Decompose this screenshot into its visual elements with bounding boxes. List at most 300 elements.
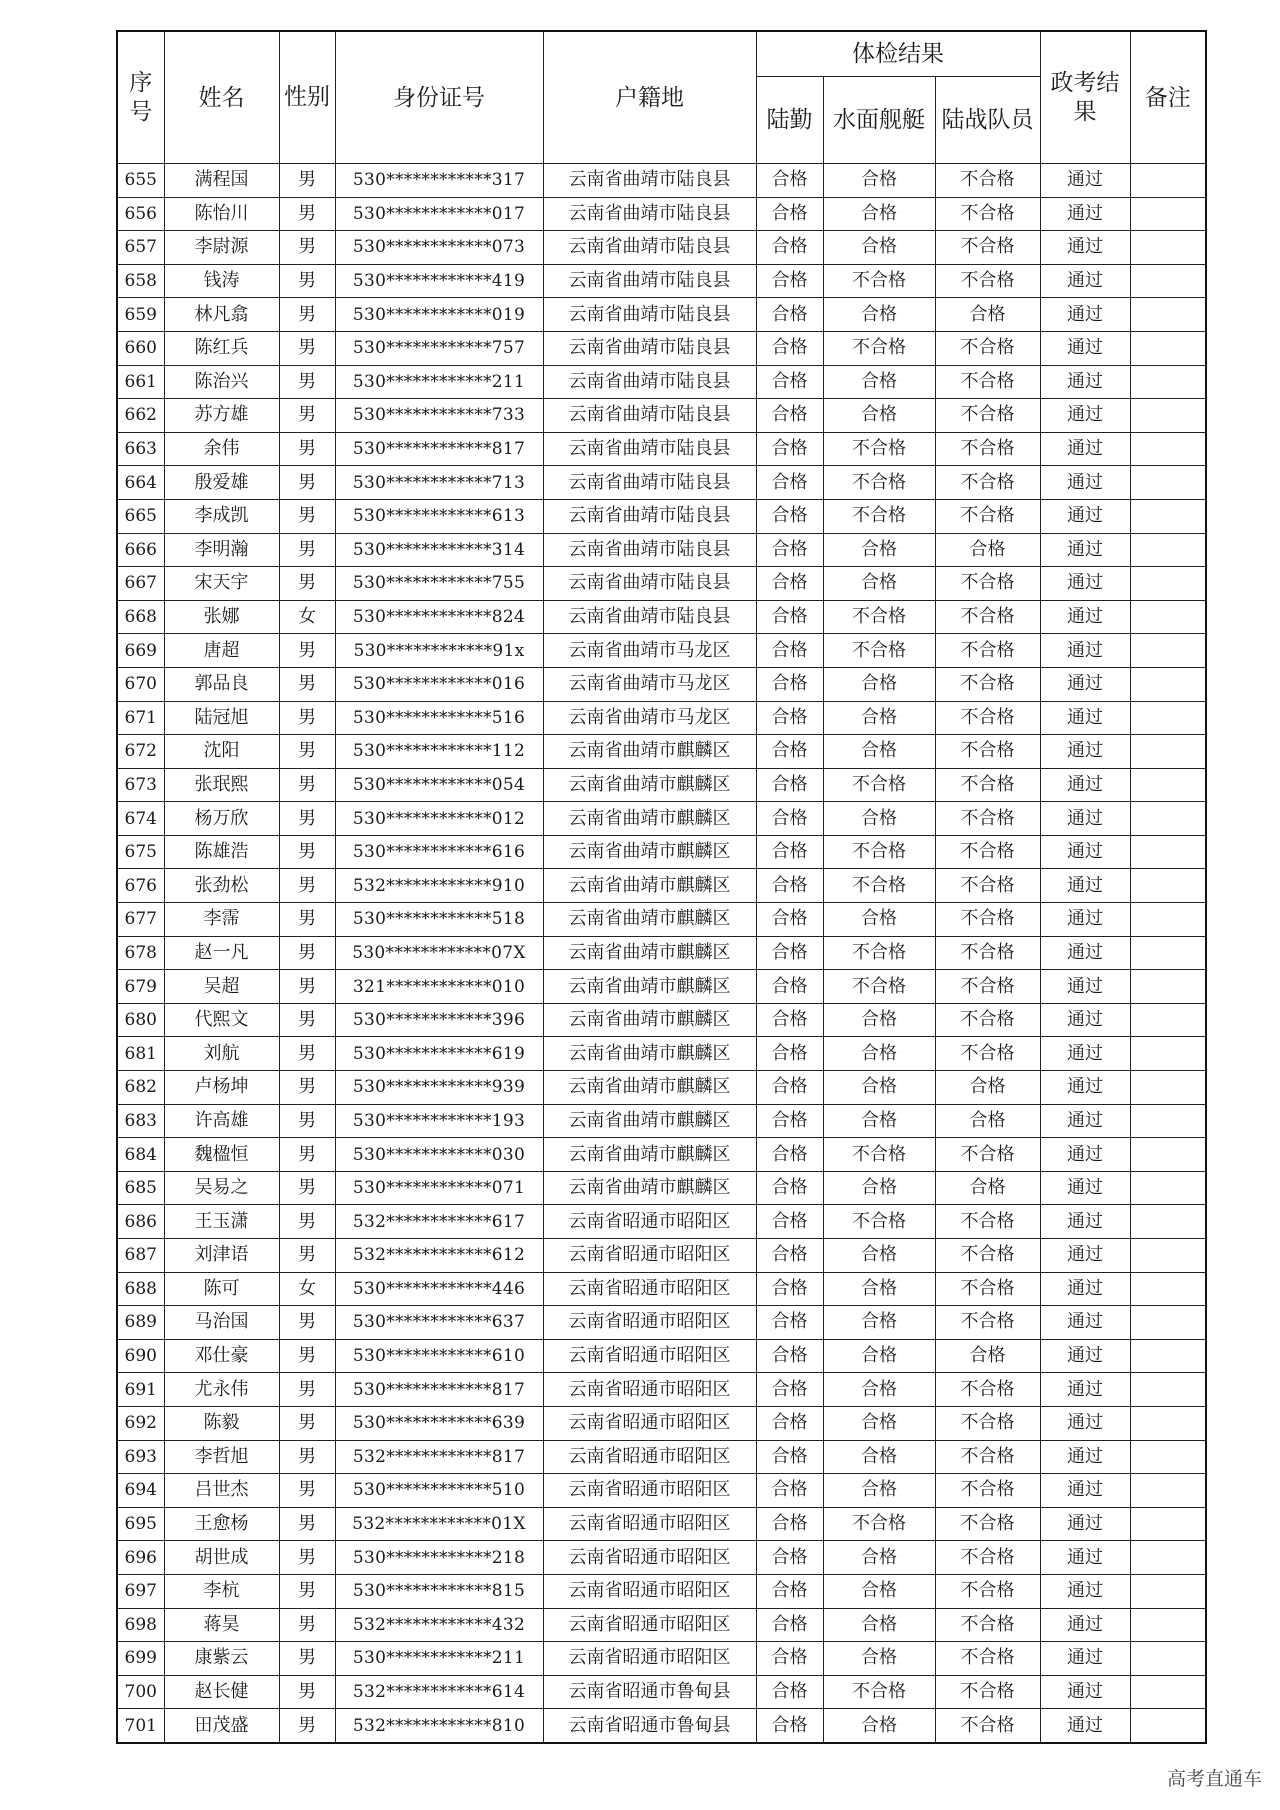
remarks-cell <box>1130 768 1206 802</box>
exam-marine-cell: 不合格 <box>935 1608 1040 1642</box>
seq-cell: 693 <box>117 1440 164 1474</box>
gender-cell: 男 <box>279 499 335 533</box>
remarks-cell <box>1130 835 1206 869</box>
political-cell: 通过 <box>1040 970 1130 1004</box>
political-cell: 通过 <box>1040 1709 1130 1743</box>
political-cell: 通过 <box>1040 1406 1130 1440</box>
id-number-cell: 530************755 <box>335 567 543 601</box>
exam-army-cell: 合格 <box>756 365 823 399</box>
name-cell: 胡世成 <box>164 1541 279 1575</box>
table-row <box>117 197 1206 231</box>
header-exam-navy: 水面舰艇 <box>823 77 935 164</box>
table-row <box>117 768 1206 802</box>
exam-marine-cell: 不合格 <box>935 735 1040 769</box>
hometown-cell: 云南省曲靖市麒麟区 <box>543 835 756 869</box>
exam-navy-cell: 合格 <box>823 1171 935 1205</box>
exam-marine-cell: 合格 <box>935 533 1040 567</box>
gender-cell: 男 <box>279 533 335 567</box>
gender-cell: 男 <box>279 567 335 601</box>
table-row <box>117 1642 1206 1676</box>
gender-cell: 男 <box>279 903 335 937</box>
id-number-cell: 532************432 <box>335 1608 543 1642</box>
table-row <box>117 735 1206 769</box>
seq-cell: 698 <box>117 1608 164 1642</box>
hometown-cell: 云南省曲靖市陆良县 <box>543 600 756 634</box>
id-number-cell: 530************619 <box>335 1037 543 1071</box>
hometown-cell: 云南省昭通市昭阳区 <box>543 1440 756 1474</box>
id-number-cell: 530************218 <box>335 1541 543 1575</box>
seq-cell: 694 <box>117 1474 164 1508</box>
name-cell: 李杭 <box>164 1574 279 1608</box>
remarks-cell <box>1130 667 1206 701</box>
table-row <box>117 533 1206 567</box>
exam-army-cell: 合格 <box>756 466 823 500</box>
exam-marine-cell: 不合格 <box>935 1138 1040 1172</box>
exam-army-cell: 合格 <box>756 667 823 701</box>
seq-cell: 676 <box>117 869 164 903</box>
political-cell: 通过 <box>1040 1071 1130 1105</box>
exam-army-cell: 合格 <box>756 1608 823 1642</box>
table-row <box>117 667 1206 701</box>
exam-navy-cell: 合格 <box>823 298 935 332</box>
gender-cell: 男 <box>279 768 335 802</box>
political-cell: 通过 <box>1040 634 1130 668</box>
exam-marine-cell: 合格 <box>935 1339 1040 1373</box>
hometown-cell: 云南省昭通市昭阳区 <box>543 1406 756 1440</box>
remarks-cell <box>1130 1608 1206 1642</box>
exam-army-cell: 合格 <box>756 970 823 1004</box>
political-cell: 通过 <box>1040 1037 1130 1071</box>
exam-army-cell: 合格 <box>756 1675 823 1709</box>
remarks-cell <box>1130 600 1206 634</box>
exam-navy-cell: 不合格 <box>823 600 935 634</box>
id-number-cell: 530************017 <box>335 197 543 231</box>
id-number-cell: 530************016 <box>335 667 543 701</box>
exam-marine-cell: 不合格 <box>935 331 1040 365</box>
exam-marine-cell: 不合格 <box>935 231 1040 265</box>
table-row <box>117 432 1206 466</box>
gender-cell: 男 <box>279 1205 335 1239</box>
exam-army-cell: 合格 <box>756 331 823 365</box>
hometown-cell: 云南省昭通市鲁甸县 <box>543 1675 756 1709</box>
exam-navy-cell: 合格 <box>823 1541 935 1575</box>
remarks-cell <box>1130 1373 1206 1407</box>
name-cell: 殷爱雄 <box>164 466 279 500</box>
table-row <box>117 869 1206 903</box>
exam-army-cell: 合格 <box>756 1003 823 1037</box>
table-row <box>117 802 1206 836</box>
gender-cell: 男 <box>279 1071 335 1105</box>
table-row <box>117 1339 1206 1373</box>
exam-navy-cell: 合格 <box>823 1003 935 1037</box>
political-cell: 通过 <box>1040 432 1130 466</box>
remarks-cell <box>1130 1306 1206 1340</box>
id-number-cell: 530************817 <box>335 1373 543 1407</box>
exam-marine-cell: 不合格 <box>935 365 1040 399</box>
exam-navy-cell: 不合格 <box>823 1507 935 1541</box>
remarks-cell <box>1130 1171 1206 1205</box>
hometown-cell: 云南省曲靖市马龙区 <box>543 701 756 735</box>
id-number-cell: 532************614 <box>335 1675 543 1709</box>
remarks-cell <box>1130 466 1206 500</box>
political-cell: 通过 <box>1040 533 1130 567</box>
hometown-cell: 云南省曲靖市陆良县 <box>543 365 756 399</box>
hometown-cell: 云南省昭通市昭阳区 <box>543 1574 756 1608</box>
hometown-cell: 云南省曲靖市陆良县 <box>543 466 756 500</box>
exam-marine-cell: 不合格 <box>935 701 1040 735</box>
exam-navy-cell: 不合格 <box>823 768 935 802</box>
header-physical-exam: 体检结果 <box>756 31 1040 77</box>
gender-cell: 男 <box>279 466 335 500</box>
gender-cell: 男 <box>279 1239 335 1273</box>
exam-marine-cell: 不合格 <box>935 1507 1040 1541</box>
seq-cell: 673 <box>117 768 164 802</box>
table-row <box>117 1003 1206 1037</box>
political-cell: 通过 <box>1040 1306 1130 1340</box>
gender-cell: 女 <box>279 600 335 634</box>
table-row <box>117 264 1206 298</box>
gender-cell: 男 <box>279 701 335 735</box>
hometown-cell: 云南省曲靖市陆良县 <box>543 567 756 601</box>
table-body <box>117 164 1206 1743</box>
gender-cell: 男 <box>279 1406 335 1440</box>
seq-cell: 661 <box>117 365 164 399</box>
hometown-cell: 云南省曲靖市麒麟区 <box>543 802 756 836</box>
table-row <box>117 634 1206 668</box>
hometown-cell: 云南省曲靖市麒麟区 <box>543 903 756 937</box>
exam-army-cell: 合格 <box>756 768 823 802</box>
exam-army-cell: 合格 <box>756 298 823 332</box>
id-number-cell: 321************010 <box>335 970 543 1004</box>
gender-cell: 男 <box>279 197 335 231</box>
remarks-cell <box>1130 1709 1206 1743</box>
gender-cell: 男 <box>279 1608 335 1642</box>
hometown-cell: 云南省曲靖市陆良县 <box>543 298 756 332</box>
name-cell: 陈雄浩 <box>164 835 279 869</box>
exam-navy-cell: 合格 <box>823 1406 935 1440</box>
id-number-cell: 530************518 <box>335 903 543 937</box>
id-number-cell: 530************610 <box>335 1339 543 1373</box>
hometown-cell: 云南省昭通市昭阳区 <box>543 1306 756 1340</box>
table-row <box>117 970 1206 1004</box>
table-row <box>117 1440 1206 1474</box>
table-row <box>117 1272 1206 1306</box>
political-cell: 通过 <box>1040 1373 1130 1407</box>
table-row <box>117 701 1206 735</box>
exam-marine-cell: 不合格 <box>935 970 1040 1004</box>
political-cell: 通过 <box>1040 298 1130 332</box>
gender-cell: 男 <box>279 399 335 433</box>
exam-army-cell: 合格 <box>756 701 823 735</box>
seq-cell: 663 <box>117 432 164 466</box>
name-cell: 王愈杨 <box>164 1507 279 1541</box>
seq-cell: 666 <box>117 533 164 567</box>
id-number-cell: 530************396 <box>335 1003 543 1037</box>
remarks-cell <box>1130 567 1206 601</box>
name-cell: 刘航 <box>164 1037 279 1071</box>
remarks-cell <box>1130 1205 1206 1239</box>
seq-cell: 657 <box>117 231 164 265</box>
hometown-cell: 云南省曲靖市陆良县 <box>543 331 756 365</box>
id-number-cell: 532************910 <box>335 869 543 903</box>
seq-cell: 687 <box>117 1239 164 1273</box>
gender-cell: 男 <box>279 365 335 399</box>
seq-cell: 656 <box>117 197 164 231</box>
table-row <box>117 1541 1206 1575</box>
gender-cell: 男 <box>279 1306 335 1340</box>
id-number-cell: 530************314 <box>335 533 543 567</box>
seq-cell: 701 <box>117 1709 164 1743</box>
name-cell: 尤永伟 <box>164 1373 279 1407</box>
hometown-cell: 云南省曲靖市麒麟区 <box>543 1138 756 1172</box>
exam-army-cell: 合格 <box>756 197 823 231</box>
gender-cell: 男 <box>279 869 335 903</box>
remarks-cell <box>1130 903 1206 937</box>
name-cell: 代熙文 <box>164 1003 279 1037</box>
remarks-cell <box>1130 802 1206 836</box>
political-cell: 通过 <box>1040 1574 1130 1608</box>
exam-army-cell: 合格 <box>756 533 823 567</box>
political-cell: 通过 <box>1040 1104 1130 1138</box>
name-cell: 康紫云 <box>164 1642 279 1676</box>
exam-marine-cell: 不合格 <box>935 1440 1040 1474</box>
seq-cell: 686 <box>117 1205 164 1239</box>
id-number-cell: 530************613 <box>335 499 543 533</box>
exam-marine-cell: 不合格 <box>935 667 1040 701</box>
seq-cell: 690 <box>117 1339 164 1373</box>
gender-cell: 男 <box>279 1642 335 1676</box>
table-row <box>117 466 1206 500</box>
results-sheet <box>116 30 1205 1744</box>
id-number-cell: 530************817 <box>335 432 543 466</box>
hometown-cell: 云南省昭通市昭阳区 <box>543 1373 756 1407</box>
seq-cell: 668 <box>117 600 164 634</box>
id-number-cell: 532************01X <box>335 1507 543 1541</box>
id-number-cell: 532************612 <box>335 1239 543 1273</box>
exam-navy-cell: 不合格 <box>823 331 935 365</box>
gender-cell: 男 <box>279 1339 335 1373</box>
table-row <box>117 1574 1206 1608</box>
exam-army-cell: 合格 <box>756 1507 823 1541</box>
name-cell: 吴易之 <box>164 1171 279 1205</box>
seq-cell: 682 <box>117 1071 164 1105</box>
exam-navy-cell: 不合格 <box>823 432 935 466</box>
remarks-cell <box>1130 1104 1206 1138</box>
id-number-cell: 530************012 <box>335 802 543 836</box>
exam-marine-cell: 不合格 <box>935 499 1040 533</box>
remarks-cell <box>1130 1339 1206 1373</box>
header-remarks: 备注 <box>1130 31 1206 164</box>
exam-marine-cell: 不合格 <box>935 466 1040 500</box>
political-cell: 通过 <box>1040 768 1130 802</box>
gender-cell: 男 <box>279 298 335 332</box>
name-cell: 余伟 <box>164 432 279 466</box>
name-cell: 蒋昊 <box>164 1608 279 1642</box>
header-id-number: 身份证号 <box>335 31 543 164</box>
hometown-cell: 云南省曲靖市麒麟区 <box>543 1171 756 1205</box>
id-number-cell: 530************07X <box>335 936 543 970</box>
name-cell: 王玉潇 <box>164 1205 279 1239</box>
table-row <box>117 936 1206 970</box>
gender-cell: 男 <box>279 331 335 365</box>
hometown-cell: 云南省曲靖市麒麟区 <box>543 1037 756 1071</box>
gender-cell: 男 <box>279 970 335 1004</box>
exam-army-cell: 合格 <box>756 1306 823 1340</box>
remarks-cell <box>1130 331 1206 365</box>
gender-cell: 男 <box>279 802 335 836</box>
political-cell: 通过 <box>1040 735 1130 769</box>
exam-navy-cell: 合格 <box>823 1306 935 1340</box>
exam-army-cell: 合格 <box>756 1205 823 1239</box>
table-row <box>117 1306 1206 1340</box>
name-cell: 李明瀚 <box>164 533 279 567</box>
exam-navy-cell: 合格 <box>823 1272 935 1306</box>
remarks-cell <box>1130 869 1206 903</box>
political-cell: 通过 <box>1040 197 1130 231</box>
name-cell: 陈治兴 <box>164 365 279 399</box>
id-number-cell: 530************193 <box>335 1104 543 1138</box>
exam-navy-cell: 合格 <box>823 567 935 601</box>
exam-navy-cell: 合格 <box>823 1608 935 1642</box>
exam-navy-cell: 合格 <box>823 1339 935 1373</box>
exam-navy-cell: 合格 <box>823 1373 935 1407</box>
remarks-cell <box>1130 1507 1206 1541</box>
gender-cell: 男 <box>279 164 335 198</box>
seq-cell: 674 <box>117 802 164 836</box>
political-cell: 通过 <box>1040 1675 1130 1709</box>
remarks-cell <box>1130 1239 1206 1273</box>
gender-cell: 男 <box>279 1507 335 1541</box>
seq-cell: 665 <box>117 499 164 533</box>
id-number-cell: 530************824 <box>335 600 543 634</box>
remarks-cell <box>1130 197 1206 231</box>
political-cell: 通过 <box>1040 835 1130 869</box>
exam-navy-cell: 不合格 <box>823 634 935 668</box>
table-row <box>117 1507 1206 1541</box>
exam-navy-cell: 不合格 <box>823 835 935 869</box>
exam-marine-cell: 不合格 <box>935 835 1040 869</box>
hometown-cell: 云南省曲靖市陆良县 <box>543 164 756 198</box>
exam-marine-cell: 不合格 <box>935 1474 1040 1508</box>
table-row <box>117 1406 1206 1440</box>
political-cell: 通过 <box>1040 1171 1130 1205</box>
exam-navy-cell: 合格 <box>823 164 935 198</box>
political-cell: 通过 <box>1040 466 1130 500</box>
hometown-cell: 云南省曲靖市陆良县 <box>543 499 756 533</box>
table-row <box>117 164 1206 198</box>
exam-navy-cell: 不合格 <box>823 466 935 500</box>
gender-cell: 男 <box>279 1138 335 1172</box>
exam-marine-cell: 不合格 <box>935 1306 1040 1340</box>
exam-navy-cell: 合格 <box>823 1440 935 1474</box>
seq-cell: 685 <box>117 1171 164 1205</box>
exam-navy-cell: 合格 <box>823 365 935 399</box>
exam-navy-cell: 合格 <box>823 1474 935 1508</box>
exam-marine-cell: 不合格 <box>935 164 1040 198</box>
exam-army-cell: 合格 <box>756 1104 823 1138</box>
seq-cell: 667 <box>117 567 164 601</box>
id-number-cell: 530************030 <box>335 1138 543 1172</box>
id-number-cell: 530************071 <box>335 1171 543 1205</box>
name-cell: 李霈 <box>164 903 279 937</box>
table-row <box>117 499 1206 533</box>
remarks-cell <box>1130 1675 1206 1709</box>
table-row <box>117 1709 1206 1743</box>
political-cell: 通过 <box>1040 600 1130 634</box>
exam-navy-cell: 不合格 <box>823 1205 935 1239</box>
political-cell: 通过 <box>1040 802 1130 836</box>
id-number-cell: 530************516 <box>335 701 543 735</box>
hometown-cell: 云南省曲靖市陆良县 <box>543 264 756 298</box>
hometown-cell: 云南省昭通市昭阳区 <box>543 1608 756 1642</box>
hometown-cell: 云南省曲靖市麒麟区 <box>543 970 756 1004</box>
political-cell: 通过 <box>1040 667 1130 701</box>
gender-cell: 男 <box>279 735 335 769</box>
exam-marine-cell: 不合格 <box>935 432 1040 466</box>
name-cell: 赵一凡 <box>164 936 279 970</box>
seq-cell: 691 <box>117 1373 164 1407</box>
exam-navy-cell: 不合格 <box>823 936 935 970</box>
id-number-cell: 530************419 <box>335 264 543 298</box>
gender-cell: 男 <box>279 1541 335 1575</box>
name-cell: 魏楹恒 <box>164 1138 279 1172</box>
exam-army-cell: 合格 <box>756 231 823 265</box>
seq-cell: 696 <box>117 1541 164 1575</box>
gender-cell: 男 <box>279 432 335 466</box>
remarks-cell <box>1130 231 1206 265</box>
name-cell: 许高雄 <box>164 1104 279 1138</box>
exam-army-cell: 合格 <box>756 164 823 198</box>
exam-marine-cell: 不合格 <box>935 869 1040 903</box>
exam-marine-cell: 不合格 <box>935 1642 1040 1676</box>
remarks-cell <box>1130 1406 1206 1440</box>
id-number-cell: 530************815 <box>335 1574 543 1608</box>
seq-cell: 664 <box>117 466 164 500</box>
name-cell: 郭品良 <box>164 667 279 701</box>
table-row <box>117 1474 1206 1508</box>
id-number-cell: 532************617 <box>335 1205 543 1239</box>
name-cell: 张劲松 <box>164 869 279 903</box>
id-number-cell: 530************019 <box>335 298 543 332</box>
hometown-cell: 云南省曲靖市麒麟区 <box>543 1104 756 1138</box>
gender-cell: 男 <box>279 634 335 668</box>
seq-cell: 695 <box>117 1507 164 1541</box>
name-cell: 李哲旭 <box>164 1440 279 1474</box>
remarks-cell <box>1130 264 1206 298</box>
exam-navy-cell: 合格 <box>823 1642 935 1676</box>
seq-cell: 675 <box>117 835 164 869</box>
id-number-cell: 530************639 <box>335 1406 543 1440</box>
exam-marine-cell: 不合格 <box>935 1406 1040 1440</box>
hometown-cell: 云南省曲靖市麒麟区 <box>543 1003 756 1037</box>
hometown-cell: 云南省昭通市鲁甸县 <box>543 1709 756 1743</box>
results-table <box>116 30 1207 1744</box>
political-cell: 通过 <box>1040 1339 1130 1373</box>
exam-army-cell: 合格 <box>756 567 823 601</box>
hometown-cell: 云南省曲靖市麒麟区 <box>543 1071 756 1105</box>
hometown-cell: 云南省昭通市昭阳区 <box>543 1642 756 1676</box>
remarks-cell <box>1130 365 1206 399</box>
hometown-cell: 云南省昭通市昭阳区 <box>543 1272 756 1306</box>
exam-army-cell: 合格 <box>756 1272 823 1306</box>
exam-army-cell: 合格 <box>756 1574 823 1608</box>
id-number-cell: 530************054 <box>335 768 543 802</box>
name-cell: 苏方雄 <box>164 399 279 433</box>
exam-navy-cell: 合格 <box>823 1071 935 1105</box>
exam-army-cell: 合格 <box>756 1171 823 1205</box>
hometown-cell: 云南省曲靖市陆良县 <box>543 399 756 433</box>
remarks-cell <box>1130 298 1206 332</box>
